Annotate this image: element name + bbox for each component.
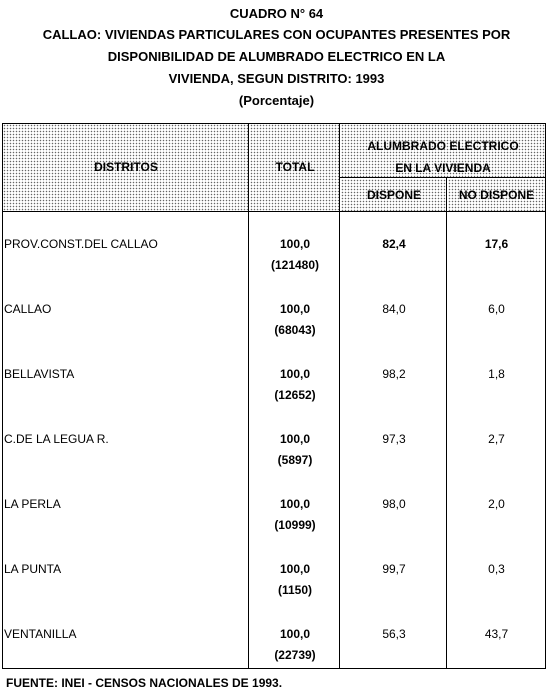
row-no-dispone: 0,3 bbox=[488, 562, 505, 576]
source-note: FUENTE: INEI - CENSOS NACIONALES DE 1993. bbox=[6, 676, 283, 690]
row-total: 100,0 bbox=[279, 367, 311, 381]
unit-label: (Porcentaje) bbox=[238, 93, 315, 108]
row-district: VENTANILLA bbox=[4, 627, 77, 641]
row-no-dispone: 6,0 bbox=[488, 302, 505, 316]
row-dispone: 97,3 bbox=[382, 432, 406, 446]
row-total: 100,0 bbox=[279, 497, 311, 511]
row-no-dispone: 43,7 bbox=[484, 627, 509, 641]
row-total: 100,0 bbox=[279, 432, 311, 446]
row-count: (10999) bbox=[274, 518, 316, 532]
table-number: CUADRO N° 64 bbox=[229, 6, 324, 21]
row-count: (1150) bbox=[277, 583, 313, 597]
title-line-1: CALLAO: VIVIENDAS PARTICULARES CON OCUPANTES PRESENTES POR bbox=[42, 27, 511, 42]
row-total: 100,0 bbox=[279, 237, 311, 251]
header-dispone: DISPONE bbox=[366, 188, 421, 202]
row-district: PROV.CONST.DEL CALLAO bbox=[4, 237, 158, 251]
row-count: (22739) bbox=[274, 648, 316, 662]
row-dispone: 56,3 bbox=[382, 627, 406, 641]
divider-header-body bbox=[3, 211, 545, 212]
divider-group-sub bbox=[339, 177, 545, 178]
row-total: 100,0 bbox=[279, 627, 311, 641]
row-district: CALLAO bbox=[4, 302, 52, 316]
row-total: 100,0 bbox=[279, 302, 311, 316]
row-total: 100,0 bbox=[279, 562, 311, 576]
row-dispone: 84,0 bbox=[382, 302, 406, 316]
row-no-dispone: 2,0 bbox=[488, 497, 505, 511]
row-dispone: 98,2 bbox=[382, 367, 406, 381]
title-line-2: DISPONIBILIDAD DE ALUMBRADO ELECTRICO EN LA bbox=[107, 49, 446, 64]
header-distritos: DISTRITOS bbox=[94, 160, 158, 174]
header-group-line-1: ALUMBRADO ELECTRICO bbox=[367, 139, 519, 153]
row-count: (5897) bbox=[277, 453, 313, 467]
divider-dispone bbox=[446, 178, 447, 668]
divider-total bbox=[248, 124, 249, 668]
row-count: (12652) bbox=[274, 388, 316, 402]
row-count: (68043) bbox=[274, 323, 316, 337]
row-district: BELLAVISTA bbox=[4, 367, 75, 381]
header-total: TOTAL bbox=[275, 160, 315, 174]
row-count: (121480) bbox=[270, 258, 320, 272]
row-dispone: 99,7 bbox=[382, 562, 406, 576]
header-group-line-2: EN LA VIVIENDA bbox=[395, 161, 491, 175]
row-no-dispone: 1,8 bbox=[488, 367, 505, 381]
row-district: LA PERLA bbox=[4, 497, 61, 511]
data-table bbox=[2, 123, 546, 669]
row-dispone: 82,4 bbox=[382, 237, 406, 251]
row-dispone: 98,0 bbox=[382, 497, 406, 511]
row-no-dispone: 17,6 bbox=[484, 237, 509, 251]
row-no-dispone: 2,7 bbox=[488, 432, 505, 446]
row-district: LA PUNTA bbox=[4, 562, 62, 576]
header-no-dispone: NO DISPONE bbox=[458, 188, 535, 202]
row-district: C.DE LA LEGUA R. bbox=[4, 432, 109, 446]
title-line-3: VIVIENDA, SEGUN DISTRITO: 1993 bbox=[168, 71, 385, 86]
